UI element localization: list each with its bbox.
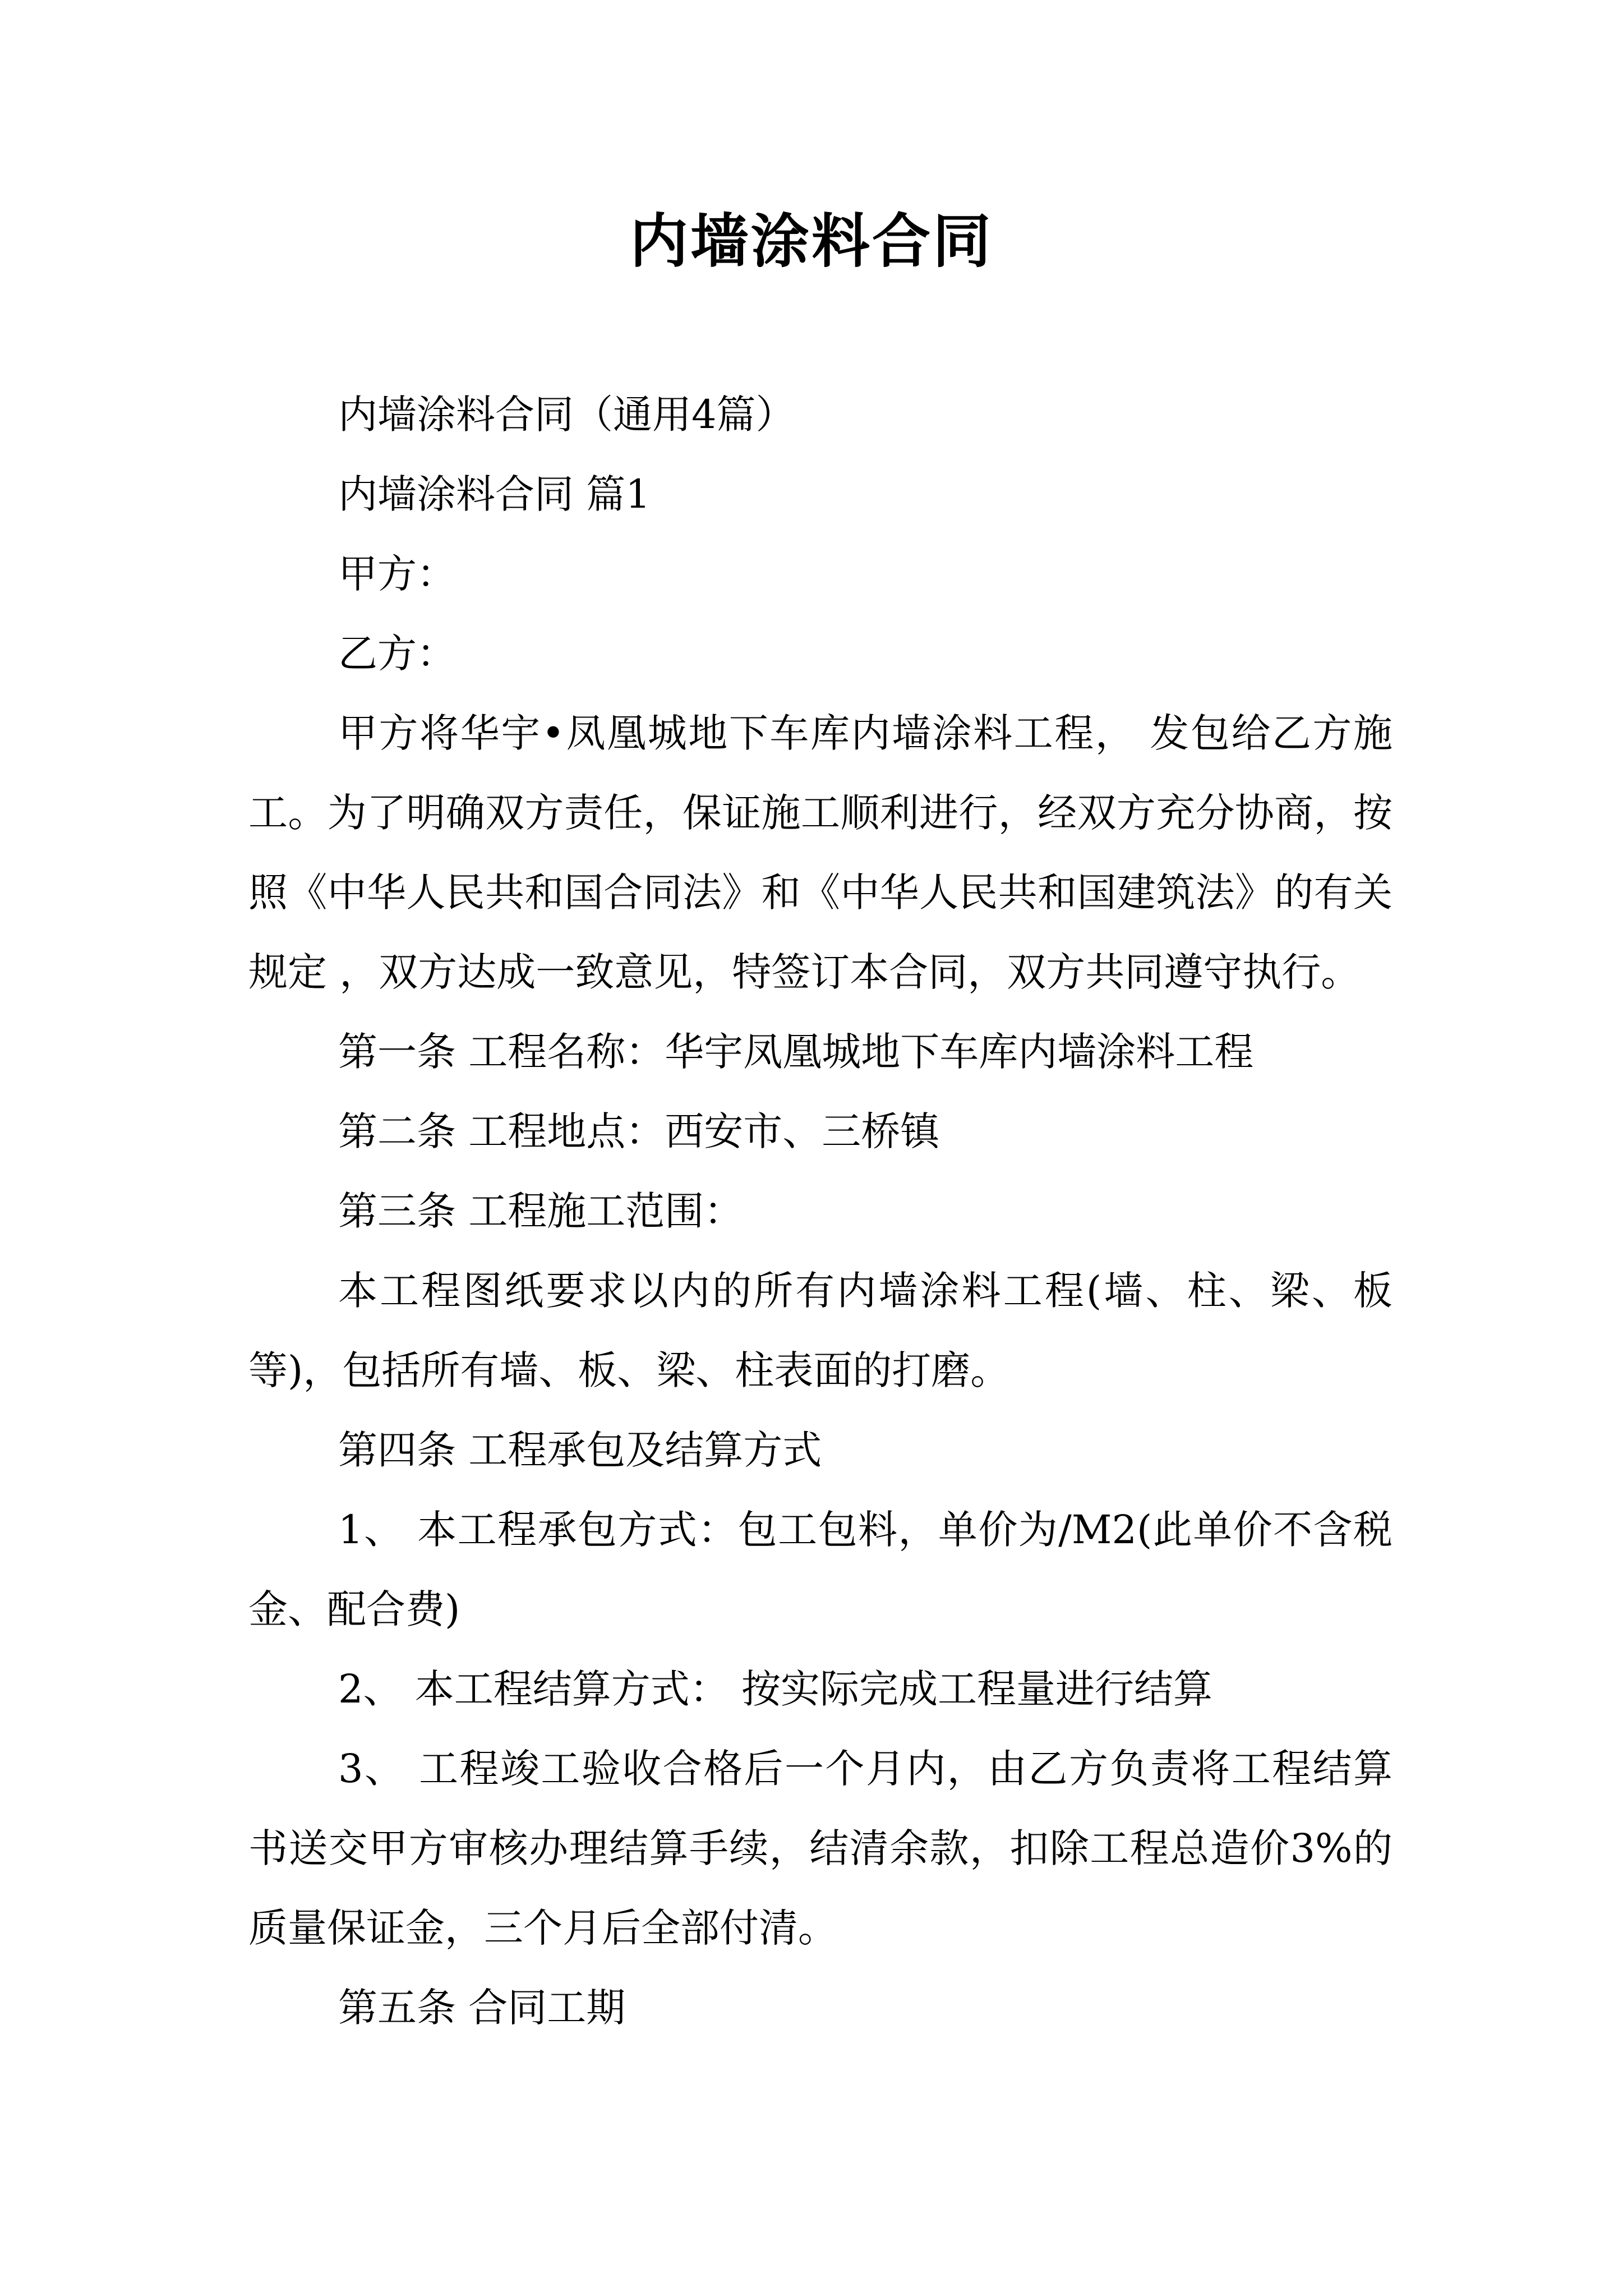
paragraph-article-3: 第三条 工程施工范围： <box>338 1188 744 1234</box>
paragraph-scope: 本工程图纸要求以内的所有内墙涂料工程(墙、柱、梁、板等)，包括所有墙、板、梁、柱表面的打磨。 <box>248 1268 1393 1393</box>
document-body <box>248 375 1393 2047</box>
paragraph-article-5: 第五条 合同工期 <box>338 1985 626 2031</box>
paragraph-party-a: 甲方： <box>338 551 456 597</box>
paragraph-subtitle: 内墙涂料合同（通用4篇） <box>338 392 795 438</box>
paragraph-item-1: 1、 本工程承包方式：包工包料，单价为/M2(此单价不含税金、配合费) <box>248 1507 1393 1632</box>
document-title: 内墙涂料合同 <box>629 206 993 275</box>
paragraph-preamble: 甲方将华宇•凤凰城地下车库内墙涂料工程， 发包给乙方施工。为了明确双方责任，保证施工顺利进行，经双方充分协商，按照《中华人民共和国合同法》和《中华人民共和国建筑法》的有关规定 ，双方达成一致意见，特签订本合同，双方共同遵守执行。 <box>248 710 1393 995</box>
paragraph-item-2: 2、 本工程结算方式： 按实际完成工程量进行结算 <box>338 1666 1213 1712</box>
paragraph-article-2: 第二条 工程地点：西安市、三桥镇 <box>338 1108 940 1154</box>
paragraph-party-b: 乙方： <box>338 631 456 677</box>
paragraph-article-4: 第四条 工程承包及结算方式 <box>338 1427 822 1473</box>
paragraph-section-heading: 内墙涂料合同 篇1 <box>338 471 651 517</box>
paragraph-article-1: 第一条 工程名称：华宇凤凰城地下车库内墙涂料工程 <box>338 1029 1254 1075</box>
paragraph-item-3: 3、 工程竣工验收合格后一个月内，由乙方负责将工程结算书送交甲方审核办理结算手续，结清余款，扣除工程总造价3%的质量保证金，三个月后全部付清。 <box>248 1746 1393 1951</box>
